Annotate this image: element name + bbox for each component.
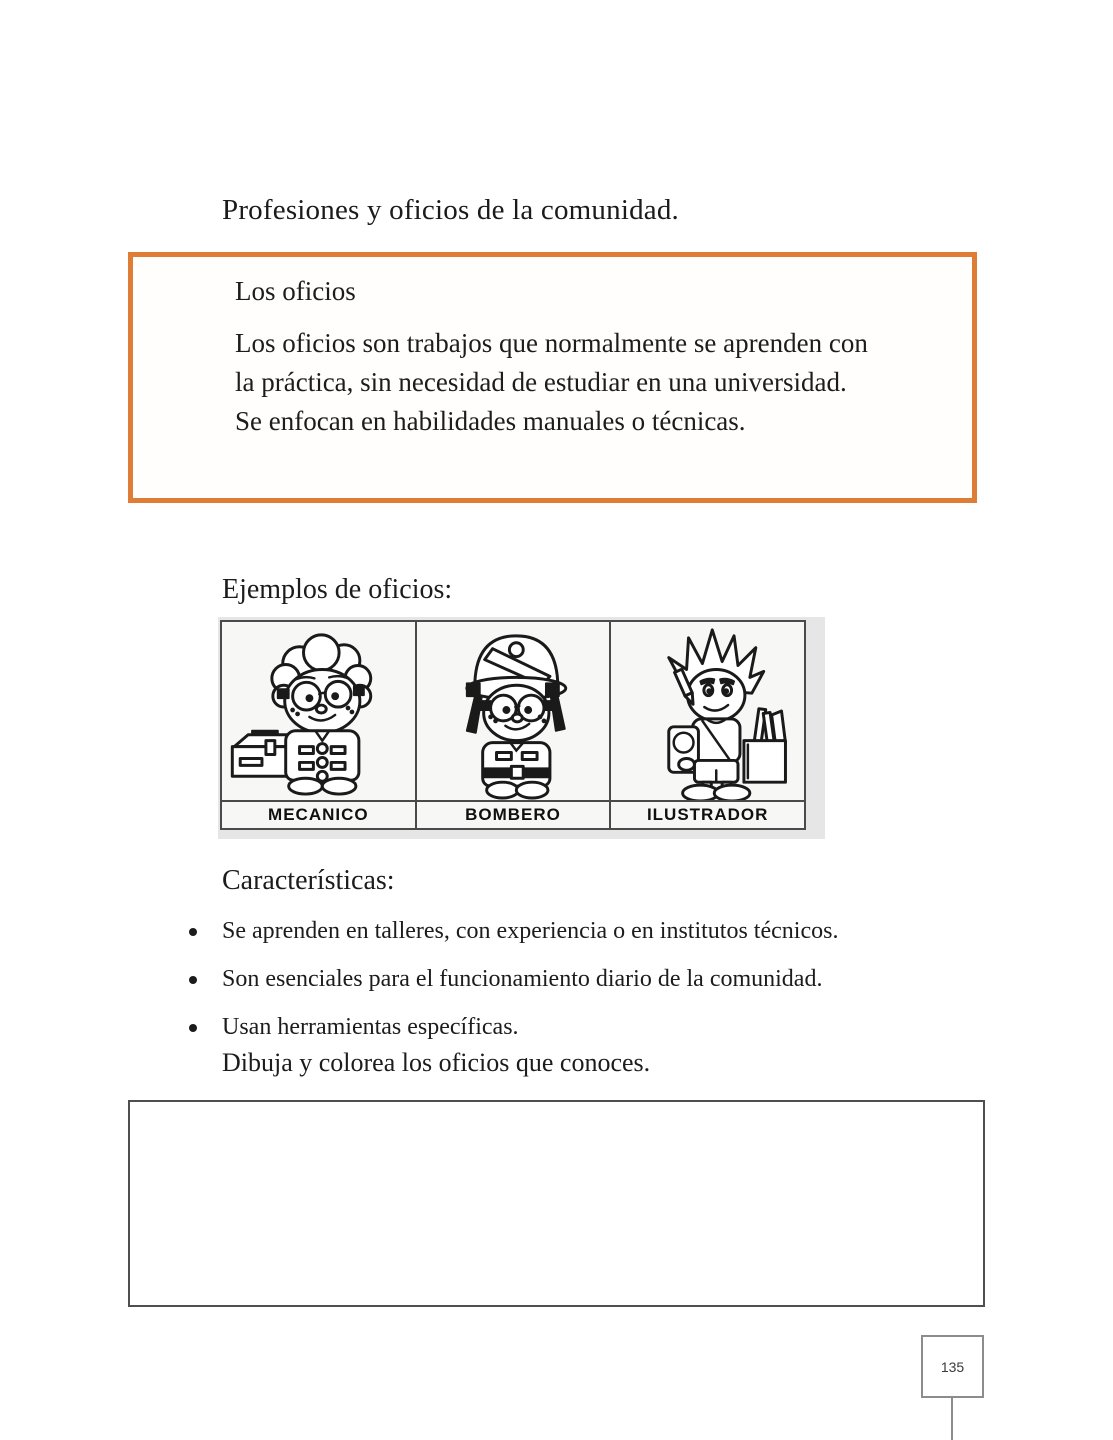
page-number-box — [921, 1335, 984, 1398]
mechanic-kid-icon — [222, 622, 415, 800]
bullet-text: Son esenciales para el funcionamiento diario de la comunidad. — [222, 966, 823, 992]
page-number: 135 — [940, 1358, 965, 1375]
examples-image-panel — [218, 617, 825, 839]
bullet-dot — [189, 976, 197, 984]
example-label-bombero: BOMBERO — [417, 800, 610, 828]
mechanic-kid-illustration — [222, 622, 415, 800]
firefighter-kid-illustration — [417, 622, 610, 800]
info-body-line: Se enfocan en habilidades manuales o técnicas. — [235, 406, 746, 436]
bullet-dot — [189, 928, 197, 936]
example-cell-bombero — [417, 622, 612, 828]
info-body-line: Los oficios son trabajos que normalmente se aprenden con — [235, 328, 868, 358]
illustrator-kid-illustration — [611, 622, 804, 800]
example-cell-ilustrador — [611, 622, 804, 828]
bullet-text: Usan herramientas específicas. — [222, 1014, 519, 1040]
page-number-connector-line — [951, 1398, 953, 1440]
examples-grid — [220, 620, 806, 830]
bullet-text: Se aprenden en talleres, con experiencia o en institutos técnicos. — [222, 918, 839, 944]
drawing-box — [128, 1100, 985, 1307]
example-label-mecanico: MECANICO — [222, 800, 415, 828]
characteristics-bullet-2 — [0, 964, 1000, 996]
info-box-body — [235, 324, 975, 441]
info-box-heading: Los oficios — [235, 276, 356, 306]
bullet-dot — [189, 1024, 197, 1032]
drawing-prompt: Dibuja y colorea los oficios que conoces. — [222, 1048, 651, 1077]
page-title: Profesiones y oficios de la comunidad. — [222, 194, 680, 226]
characteristics-bullet-3 — [0, 1012, 1000, 1044]
characteristics-bullet-1 — [0, 916, 1000, 948]
example-label-ilustrador: ILUSTRADOR — [611, 800, 804, 828]
examples-heading: Ejemplos de oficios: — [222, 574, 453, 605]
characteristics-heading: Características: — [222, 865, 395, 896]
example-cell-mecanico — [222, 622, 417, 828]
illustrator-kid-icon — [611, 622, 804, 800]
info-body-line: la práctica, sin necesidad de estudiar en una universidad. — [235, 367, 847, 397]
firefighter-kid-icon — [417, 622, 610, 800]
